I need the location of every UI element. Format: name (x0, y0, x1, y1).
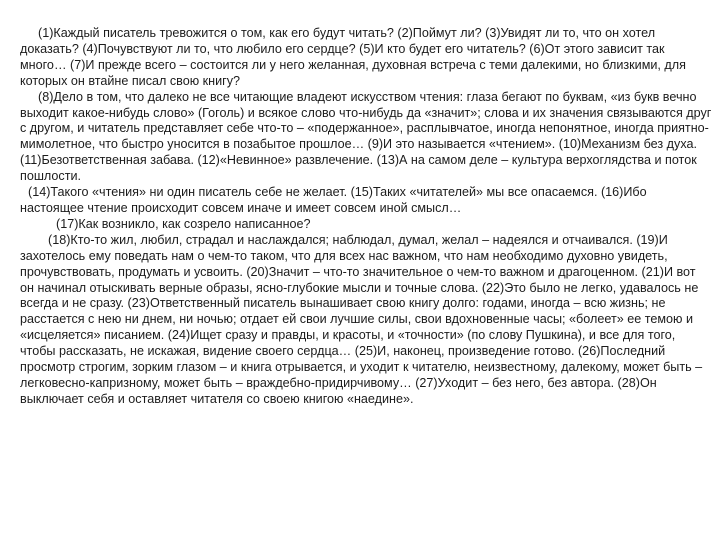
paragraph-5: (18)Кто-то жил, любил, страдал и наслаждался; наблюдал, думал, желал – надеялся и отчаивался. (19)И захотелось ему поведать нам о чем-то таком, что для всех нас важном, что нам необходимо духовно увидеть, прочувствовать, продумать и усвоить. (20)Значит – что-то значительное о чем-то важном и драгоценном. (21)И вот он начинал отыскивать верные образы, ясно-глубокие мысли и точные слова. (22)Это было не легко, удавалось не всегда и не сразу. (23)Ответственный писатель вынашивает свою книгу долго: годами, иногда – всю жизнь; не расстается с нею ни днем, ни ночью; отдает ей свои лучшие силы, свои вдохновенные часы; «болеет» ее темою и «исцеляется» писанием. (24)Ищет сразу и правды, и красоты, и «точности» (по слову Пушкина), и все для того, чтобы рассказать, не искажая, видение своего сердца… (25)И, наконец, произведение готово. (26)Последний просмотр строгим, зорким глазом – и книга отрывается, и уходит к читателю, неизвестному, далекому, может быть – легковесно-капризному, может быть – враждебно-придирчивому… (27)Уходит – без него, без автора. (28)Он выключает себя и оставляет читателя со своею книгою «наедине». (20, 232, 703, 406)
paragraph-3: (14)Такого «чтения» ни один писатель себе не желает. (15)Таких «читателей» мы все опасаемся. (16)Ибо настоящее чтение происходит совсем иначе и имеет совсем иной смысл… (20, 185, 647, 215)
paragraph-1: (1)Каждый писатель тревожится о том, как его будут читать? (2)Поймут ли? (3)Увидят ли то, что он хотел доказать? (4)Почувствуют ли то, что любило его сердце? (5)И кто будет его читатель? (6)От этого зависит так много… (7)И прежде всего – состоится ли у него желанная, духовная встреча с теми далекими, но близкими, для которых он втайне писал свою книгу? (20, 26, 686, 88)
paragraph-2: (8)Дело в том, что далеко не все читающие владеют искусством чтения: глаза бегают по буквам, «из букв вечно выходит какое-нибудь слово» (Гоголь) и всякое слово что-нибудь да «значит»; слова и их значения связываются друг с другом, и читатель представляет себе что-то – «подержанное», расплывчатое, иногда непонятное, иногда приятно-мимолетное, что быстро уносится в позабытое прошлое… (9)И это называется «чтением». (10)Механизм без духа. (11)Безответственная забава. (12)«Невинное» развлечение. (13)А на самом деле – культура верхоглядства и поток пошлости. (20, 89, 712, 184)
paragraph-4: (17)Как возникло, как созрело написанное? (56, 216, 311, 231)
